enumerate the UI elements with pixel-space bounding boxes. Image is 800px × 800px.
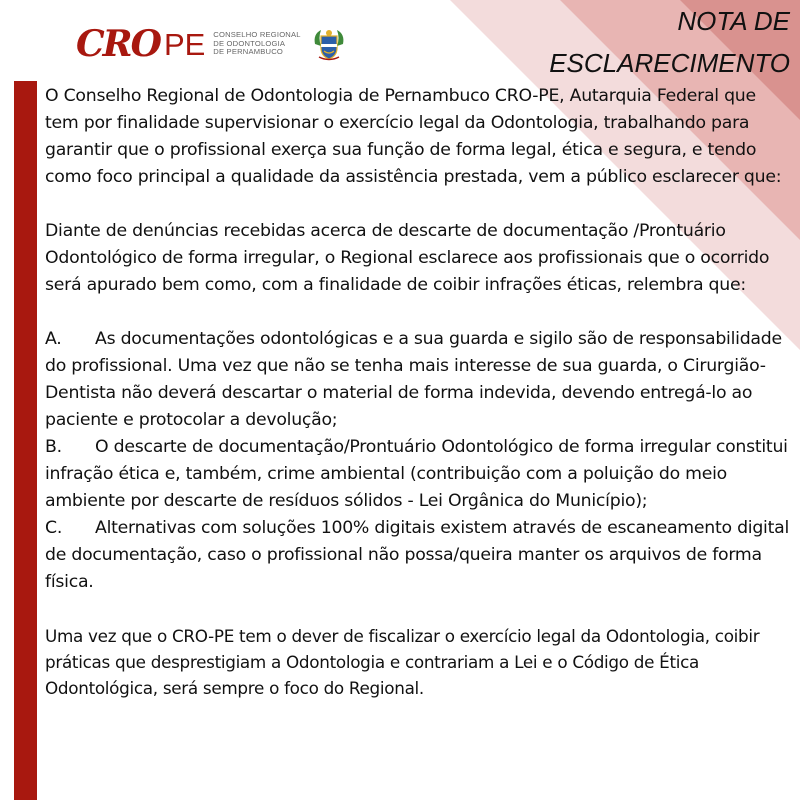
org-name-line-1: CONSELHO REGIONAL (213, 30, 301, 40)
list-item-label: B. (45, 437, 62, 457)
org-name-line-2: DE ODONTOLOGIA (213, 38, 286, 48)
cro-logo-mark: CRO (76, 23, 160, 65)
list-item (45, 326, 793, 434)
closing-paragraph: Uma vez que o CRO-PE tem o dever de fiscalizar o exercício legal da Odontologia, coibir práticas que desprestigiam a Odontologia e contrariam a Lei e o Código de Ética Odontológica, será sempre o foco do Regional. (45, 626, 760, 698)
intro-paragraph: O Conselho Regional de Odontologia de Pernambuco CRO-PE, Autarquia Federal que tem por finalidade supervisionar o exercício legal da Odontologia, trabalhando para garantir que o profissional exerça sua função de forma legal, ética e segura, e tendo como foco principal a qualidade da assistência prestada, vem a público esclarecer que: (45, 86, 782, 187)
title-line-2: ESCLARECIMENTO (549, 48, 790, 78)
cro-pe-logo (76, 22, 349, 66)
list-item-label: A. (45, 329, 62, 349)
page-title (549, 0, 790, 84)
notice-body (45, 83, 793, 701)
list-item (45, 515, 793, 596)
org-name-line-3: DE PERNAMBUCO (213, 47, 283, 57)
list-item-text: O descarte de documentação/Prontuário Odontológico de forma irregular constitui infração ética e, também, crime ambiental (contribuição com a poluição do meio ambiente por descarte de resíduos sólidos - Lei Orgânica do Município); (45, 437, 788, 511)
list-item-text: Alternativas com soluções 100% digitais existem através de escaneamento digital de documentação, caso o profissional não possa/queira manter os arquivos de forma física. (45, 518, 790, 592)
coat-of-arms-icon (309, 24, 349, 64)
context-paragraph: Diante de denúncias recebidas acerca de descarte de documentação /Prontuário Odontológico de forma irregular, o Regional esclarece aos profissionais que o ocorrido será apurado bem como, com a finalidade de coibir infrações éticas, relembra que: (45, 221, 770, 295)
accent-side-bar (14, 81, 37, 800)
list-item (45, 434, 793, 515)
title-line-1: NOTA DE (677, 6, 790, 36)
pe-logo-mark: PE (163, 26, 206, 62)
organization-name (213, 31, 300, 57)
list-item-text: As documentações odontológicas e a sua guarda e sigilo são de responsabilidade do profissional. Uma vez que não se tenha mais interesse de sua guarda, o Cirurgião-Dentista não deverá descartar o material de forma indevida, devendo entregá-lo ao paciente e protocolar a devolução; (45, 329, 782, 430)
list-item-label: C. (45, 518, 63, 538)
